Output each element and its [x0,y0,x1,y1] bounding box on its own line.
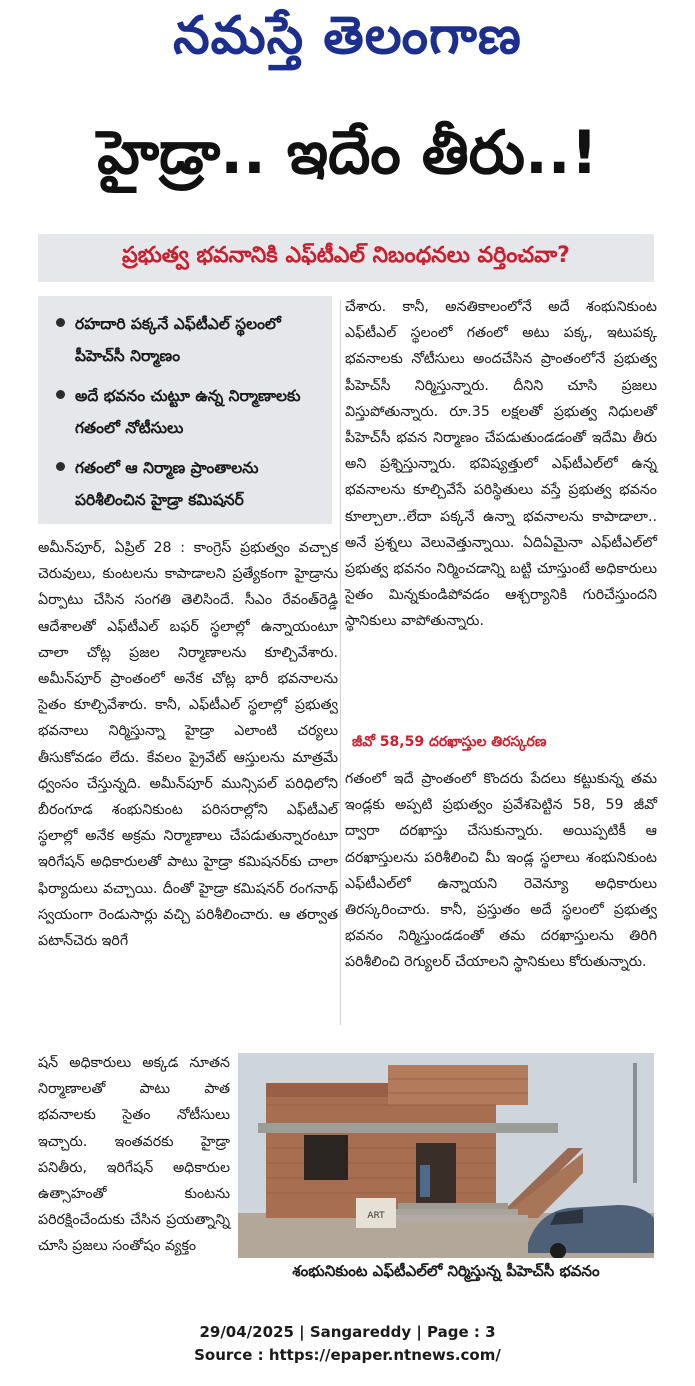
building-photo-illustration [238,1053,654,1258]
subheadline-bar [38,234,654,282]
article-body-right-2: గతంలో ఇదే ప్రాంతంలో కొందరు పేదలు కట్టుకున్న తమ ఇండ్లకు అప్పటి ప్రభుత్వం ప్రవేశపెట్టిన 58, 59 జీవో ద్వారా దరఖాస్తు చేసుకున్నారు. అయిప్పటికీ ఆ దరఖాస్తులను పరిశీలించి మీ ఇండ్ల స్థలాలు శంభునికుంట ఎఫ్‌టీఎల్‌లో ఉన్నాయని రెవెన్యూ అధికారులు తిరస్కరించారు. కానీ, ప్రస్తుతం అదే స్థలంలో ప్రభుత్వ భవనం నిర్మిస్తుండడంతో తమ దరఖాస్తులను తిరిగి పరిశీలించి రెగ్యులర్ చేయాలని స్థానికులు కోరుతున్నారు. [345,771,657,971]
signboard-text: ART [367,1211,385,1221]
highlight-text: రహదారి పక్కనే ఎఫ్‌టీఎల్ స్థలంలో పీహెచ్‌సీ నిర్మాణం [75,315,281,365]
highlight-text: అదే భవనం చుట్టూ ఉన్న నిర్మాణాలకు గతంలో నోటీసులు [75,387,301,437]
column-divider [340,300,341,1025]
bullet-icon [56,462,65,471]
highlight-item [52,308,322,372]
highlight-item [52,452,322,516]
footer-date-line: 29/04/2025 | Sangareddy | Page : 3 [199,1323,496,1341]
photo-caption: శంభునికుంట ఎఫ్‌టీఎల్‌లో నిర్మిస్తున్న పీహెచ్‌సీ భవనం [292,1262,600,1280]
subsection-title: జీవో 58,59 దరఖాస్తుల తిరస్కరణ [352,734,547,750]
building-photo [238,1053,654,1258]
headline: హైడ్రా.. ఇదేం తీరు..! [97,118,598,188]
footer-source-line: Source : https://epaper.ntnews.com/ [194,1346,501,1364]
highlights-box [38,296,332,524]
masthead: నమస్తే తెలంగాణ [173,6,522,66]
bullet-icon [56,390,65,399]
article-body-right: చేశారు. కానీ, అనతికాలంలోనే అదే శంభునికుంట ఎఫ్‌టీఎల్ స్థలంలో గతంలో అటు పక్క, ఇటుపక్క భవనాలకు నోటీసులు అందచేసిన ప్రాంతంలోనే ప్రభుత్వ పీహెచ్‌సీ నిర్మిస్తున్నారు. దీనిని చూసి ప్రజలు విస్తుపోతున్నారు. రూ.35 లక్షలతో ప్రభుత్వ నిధులతో పీహెచ్‌సీ భవన నిర్మాణం చేపడుతుండడంతో ఇదేమి తీరు అని ప్రశ్నిస్తున్నారు. భవిష్యత్తులో ఎఫ్‌టీఎల్‌లో ఉన్న భవనాలను కూల్చివేసే పరిస్థితులు వస్తే ప్రభుత్వ భవనం కూల్చాలా..లేదా పక్కనే ఉన్నా భవనాలను కాపాడాలా.. అనే ప్రశ్నలు వెలువెత్తున్నాయి. ఏదిఏమైనా ఎఫ్‌టీఎల్‌లో ప్రభుత్వ భవనం నిర్మించడాన్ని బట్టి చూస్తుంటే అధికారులు సైతం మిన్నకుండిపోవడం ఆశ్చర్యానికి గురిచేస్తుందని స్థానికులు వాపోతున్నారు. [345,299,657,630]
article-body-left-bottom: షన్ అధికారులు అక్కడ నూతన నిర్మాణాలతో పాటు పాత భవనాలకు సైతం నోటీసులు ఇచ్చారు. ఇంతవరకు హైడ్రా పనితీరు, ఇరిగేషన్ అధికారుల ఉత్సాహంతో కుంటను పరిరక్షించేందుకు చేసిన ప్రయత్నాన్ని చూసి ప్రజలు సంతోషం వ్యక్తం [38,1055,230,1255]
highlight-item [52,380,322,444]
article-body-left: అమీన్‌పూర్, ఏప్రిల్ 28 : కాంగ్రెస్ ప్రభుత్వం వచ్చాక చెరువులు, కుంటలను కాపాడాలని ప్రత్యేకంగా హైడ్రాను ఏర్పాటు చేసిన సంగతి తెలిసిందే. సీఎం రేవంత్‌రెడ్డి ఆదేశాలతో ఎఫ్‌టీఎల్ బఫర్ స్థలాల్లో ఉన్నాయంటూ చాలా చోట్ల ప్రజల నిర్మాణాలను కూల్చివేశారు. అమీన్‌పూర్ ప్రాంతంలో అనేక చోట్ల భారీ భవనాలను సైతం కూల్చివేశారు. కానీ, ఎఫ్‌టీఎల్ స్థలాల్లో ప్రభుత్వ భవనాలు నిర్మిస్తున్నా హైడ్రా ఎలాంటి చర్యలు తీసుకోవడం లేదు. కేవలం ప్రైవేట్ ఆస్తులను మాత్రమే ధ్వంసం చేస్తున్నది. అమీన్‌పూర్ మున్సిపల్ పరిధిలోని బీరంగూడ శంభునికుంట పరిసరాల్లోని ఎఫ్‌టీఎల్ స్థలాల్లో అనేక అక్రమ నిర్మాణాలు చేపడుతున్నారంటూ ఇరిగేషన్ అధికారులతో పాటు హైడ్రా కమిషనర్‌కు చాలా ఫిర్యాదులు వచ్చాయి. దీంతో హైడ్రా కమిషనర్ రంగనాథ్ స్వయంగా రెండుసార్లు వచ్చి పరిశీలించారు. ఆ తర్వాత పటాన్‌చెరు ఇరిగే [38,540,338,950]
highlight-text: గతంలో ఆ నిర్మాణ ప్రాంతాలను పరిశీలించిన హైడ్రా కమిషనర్ [75,459,259,509]
bullet-icon [56,318,65,327]
subheadline: ప్రభుత్వ భవనానికి ఎఫ్‌టీఎల్ నిబంధనలు వర్తించవా? [122,243,570,268]
